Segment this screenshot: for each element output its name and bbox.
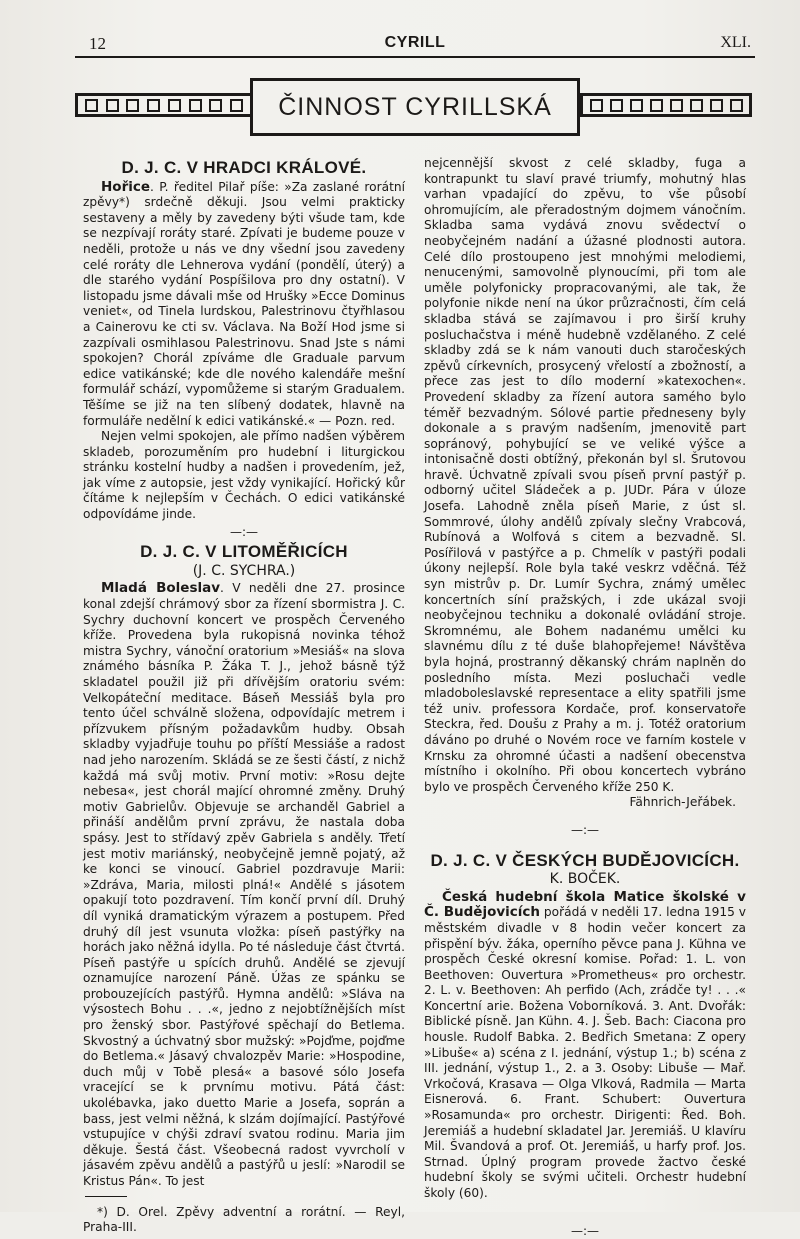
article-text: . P. ředitel Pilař píše: »Za zaslané rorátní zpěvy*) srdečně děkuji. Jsou velmi prakticky sestaveny a měly by zavedeny býti všude tam, kde se nezpívají roráty staré. Zpívati je budeme pouze v neděli, protože u nás ve dny všední jsou zavedeny celé roráty dle Lehnerova vydání (pondělí, úterý) a dle starého vydání Pospíšilova pro dny ostatní). V listopadu jsme dávali mše od Hrušky »Ecce Dominus veniet«, od Tinela lurdskou, Palestrinovu čtyřhlasou a Cainerovu ke cti sv. Václava. Na Boží Hod jsme si zazpívali osmihlasou Palestrinovu. Snad Jste s námi spokojen? Chorál zpíváme dle Graduale parvum edice vatikánské; kde dle nového kalendáře mešní formulář schází, vypomůžeme si starým Gradualem. Těšíme se již na ten slíbený dodatek, hlavně na formuláře nedělní k edici vatikánské.« — Pozn. red. [83, 179, 405, 428]
right-column [424, 156, 746, 1239]
square-ornament-icon [710, 99, 723, 112]
article-lead-mlada-boleslav: Mladá Boleslav [101, 580, 221, 597]
square-ornament-icon [85, 99, 98, 112]
square-ornament-icon [230, 99, 243, 112]
article-paragraph [424, 890, 746, 1202]
square-ornament-icon [630, 99, 643, 112]
article-continuation: nejcennější skvost z celé skladby, fuga a kontrapunkt tu slaví pravé triumfy, mohutný hlas varhan vpadající do zpěvu, to vše působí ohromujícím, ale přeradostným dojmem vánočním. Skladba sama vydává znovu svědectví o neobyčejném nadání a úžasné plodnosti autora. Celé dílo prostoupeno jest mnohými melodiemi, nenucenými, samovolně plynoucími, při tom ale uměle polyfonicky propracovanými, ale tak, že polyfonie nikde není na úkor průzračnosti, čím celá skladba stává se zajímavou i pro širší kruhy posluchačstva i méně hudebně vzdělaného. Z celé skladby zdá se k nám vanouti duch staročeských zpěvů církevních, prosycený vřelostí a zbožností, a přece zas jest to dílo moderní »katexochen«. Provedení skladby za řízení autora samého bylo téměř bezvadným. Sólové partie předneseny byly dokonale a s pravým nadšením, jmenovitě part sopránový, pohybující se ve veliké výšce a intonisačně dosti obtížný, překonán byl sl. Šrutovou hravě. Úchvatně zpívali svou píseň první pastýř p. odborný učitel Sládeček a p. JUDr. Pára v úloze Josefa. Lahodně zněla píseň Marie, z úst sl. Sommrové, úlohy andělů zpívaly slečny Vrabcová, Rubínová a Wolfová s citem a bezvadně. Sl. Posířilová v pastýřce a p. Chmelík v pastýři podali úkony nejlepší. Role byla také veskrz vděčná. Též syn mistrův p. Dr. Lumír Sychra, známý umělec koncertních síní pražských, i zde ukázal svoji neobyčejnou techniku a dokonalé ovládání stroje. Skromnému, ale Bohem nadanému umělci ku slavnému dílu z té duše blahopřejeme! Návštěva byla hojná, prostranný děkanský chrám naplněn do posledního místa. Mezi posluchači vedle mladoboleslavské representace a elity spatřili jsme též univ. professora Kordače, prof. konservatoře Steckra, řed. Doušu z Prahy a m. j. Totéž oratorium dáváno po druhé o Novém roce ve farním kostele v Krnsku za ohromné účasti a nadšení obecenstva místního i okolního. Při obou koncertech vybráno bylo ve prospěch Červeného kříže 250 K. [424, 156, 746, 794]
section-author: (J. C. SYCHRA.) [192, 562, 296, 579]
square-ornament-icon [209, 99, 222, 112]
footnote-rule [85, 1196, 127, 1197]
section-heading-budejovice: D. J. C. V ČESKÝCH BUDĚJOVICÍCH. [430, 850, 740, 870]
footnote [83, 1205, 405, 1236]
section-separator: —:— [229, 524, 259, 539]
article-text: pořádá v neděli 17. ledna 1915 v městském divadle v 8 hodin večer koncert za přispění býv. žáka, operního pěvce pana J. Kühna ve prospěch České okresní komise. Pořad: 1. L. von Beethoven: Ouvertura »Prometheus« pro orchestr. 2. L. v. Beethoven: Ah perfido (Ach, zrádče ty! . . .« Koncertní arie. Božena Voborníková. 3. Ant. Dvořák: Biblické písně. Jan Kühn. 4. J. Šeb. Bach: Ciacona pro housle. Rudolf Babka. 2. Bedřich Smetana: Z opery »Libuše« a) scéna z I. jednání, výstup 1.; b) scéna z III. jednání, výstup 1., 2. a 3. Osoby: Libuše — Mař. Vrkočová, Krasava — Olga Vlková, Radmila — Marta Eisnerová. 6. Frant. Schubert: Ouvertura »Rosamunda« pro orchestr. Dirigenti: Řed. Boh. Jeremiáš a hudební skladatel Jar. Jeremiáš. U klavíru Mil. Švandová a prof. Ot. Jeremiáš, u harfy prof. Jos. Strnad. Úplný program provede žactvo české hudební školy se svými učiteli. Orchestr hudební školy (60). [424, 905, 746, 1200]
section-separator: —:— [570, 822, 600, 837]
article-paragraph [83, 180, 405, 430]
square-ornament-icon [610, 99, 623, 112]
ornament-strip-right [580, 93, 752, 117]
article-lead-ceska-hudebni-skola: Česká hudební škola Matice školské v Č. Budějovicích [424, 888, 746, 921]
square-ornament-icon [126, 99, 139, 112]
article-paragraph: Nejen velmi spokojen, ale přímo nadšen výběrem skladeb, porozuměním pro hudební i liturgickou stránku kostelní hudby a nadšen i provedením, jež, jak víme z autopsie, jest vždy vynikající. Hořický kůr čítáme k nejlepším v Čechách. O edici vatikánské odpovídáme jinde. [83, 429, 405, 522]
section-author: K. BOČEK. [549, 871, 621, 888]
banner-title: ČINNOST CYRILLSKÁ [278, 92, 552, 121]
square-ornament-icon [690, 99, 703, 112]
square-ornament-icon [670, 99, 683, 112]
volume-number: XLI. [720, 34, 751, 51]
article-paragraph [83, 581, 405, 1189]
square-ornament-icon [650, 99, 663, 112]
footnote-text: *) D. Orel. Zpěvy adventní a rorátní. — Reyl, Praha-III. [83, 1204, 405, 1235]
article-text: . V neděli dne 27. prosince konal zdejší chrámový sbor za řízení sbormistra J. C. Sychry duchovní koncert ve prospěch Červeného kříže. Provedena byla rukopisná novinka téhož mistra Sychry, vánoční oratorium »Mesiáš« na slova známého básníka P. Žáka T. J., jehož básně týž skladatel použil již při dřívějším oratoriu svém: Velkopáteční meditace. Báseň Messiáš byla pro tento účel schválně složena, odpovídajíc metrem i přízvukem přísným požadavkům hudby. Obsah skladby vyjadřuje touhu po příští Messiáše a radost nad jeho narozením. Skládá se ze šesti částí, z nichž každá má svůj motiv. První motiv: »Rosu dejte nebesa«, jest chorál mající ohromné změny. Druhý motiv Gabrielův. Objevuje se archanděl Gabriel a přináší andělům první zprávu, že nastala doba spásy. Jest to střídavý zpěv Gabriela s anděly. Třetí jest motiv mariánský, neobyčejně jemně pojatý, až ke konci se vinoucí. Gabriel pozdravuje Marii: »Zdráva, Maria, milosti plná!« Andělé s jásotem opakují toto pozdravení. Tím končí první díl. Druhý díl vyniká dramatickým výrazem a postupem. Před druhý díl jest vsunuta vložka: píseň pastýřky na horách jako něžná idylla. Po té následuje část čtvrtá. Píseň pastýře u spících druhů. Andělé se zjevují oznamujíce narození Páně. Úžas ze spánku se probouzejících pastýřů. Hymna andělů: »Sláva na výsostech Bohu . . .«, jedno z nejobtížnějších míst pro ženský sbor. Pastýřové spěchají do Betlema. Skvostný a úchvatný sbor mužský: »Pojďme, pojďme do Betlema.« Jásavý chvalozpěv Marie: »Hospodine, duch můj v Tobě plesá« a basové sólo Josefa vracející se k prvnímu motivu. Pátá část: ukolébavka, jako duetto Marie a Josefa, soprán a bass, jest velmi něžná, k slzám dojímající. Pastýřové vstupujíce v chýši zdraví svatou rodinu. Maria jim děkuje. Šestá část. Všeobecná radost vyvrcholí v jásavém zpěvu andělů a pastýřů u jeslí: »Narodil se Kristus Pán«. To jest [83, 581, 405, 1188]
ornament-strip-left [75, 93, 253, 117]
journal-title: CYRILL [384, 34, 446, 51]
section-heading-hradec: D. J. C. V HRADCI KRÁLOVÉ. [121, 158, 367, 177]
article-signature: Fähnrich-Jeřábek. [629, 795, 736, 810]
square-ornament-icon [730, 99, 743, 112]
square-ornament-icon [590, 99, 603, 112]
section-heading-litomerice: D. J. C. V LITOMĚŘICÍCH [140, 542, 348, 562]
running-header [75, 34, 755, 56]
section-banner [250, 78, 580, 136]
section-separator: —:— [570, 1223, 600, 1238]
page-number: 12 [89, 34, 106, 53]
left-column [83, 156, 405, 1236]
square-ornament-icon [106, 99, 119, 112]
article-lead-horice: Hořice [101, 178, 151, 195]
square-ornament-icon [189, 99, 202, 112]
header-rule [75, 56, 755, 58]
square-ornament-icon [168, 99, 181, 112]
square-ornament-icon [147, 99, 160, 112]
